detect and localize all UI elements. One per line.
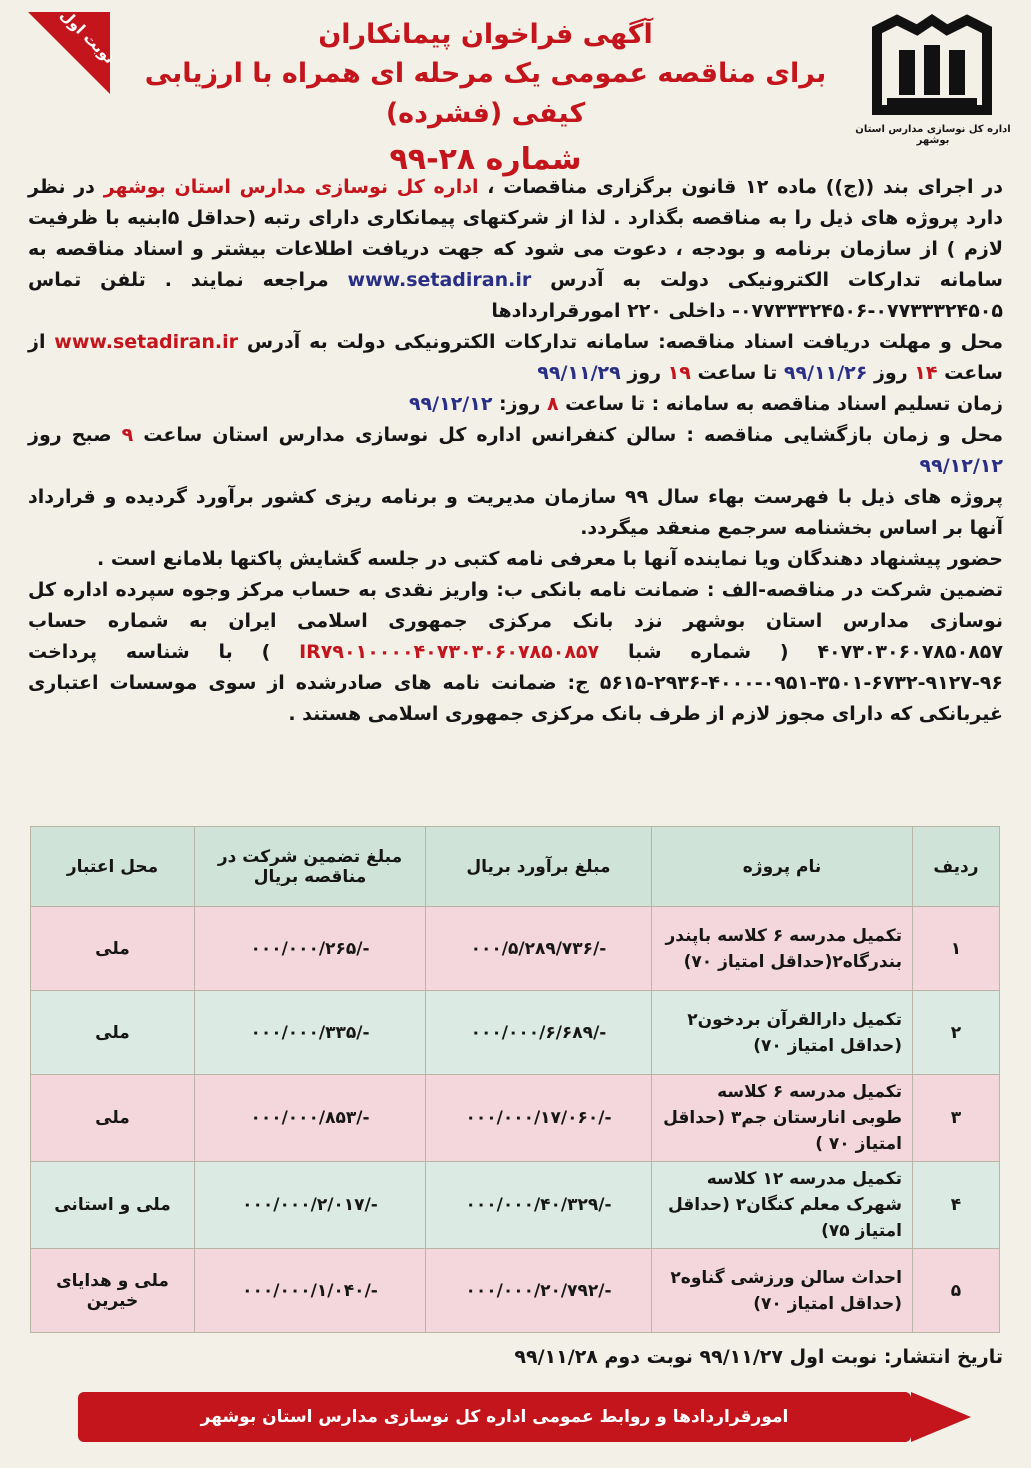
publication-badge (28, 5, 119, 94)
row-idx: ۱ (913, 907, 1000, 991)
row-estimate: -/۰۰۰/۰۰۰/۲۰/۷۹۲ (426, 1249, 652, 1333)
submission-time (28, 389, 1003, 420)
end-hour: ۱۹ (667, 362, 691, 384)
deadline-text-b: از ساعت (28, 331, 1003, 384)
announcement-body (28, 172, 1003, 730)
opening-hour: ۹ (121, 424, 134, 446)
attendance-note: حضور پیشنهاد دهندگان ویا نماینده آنها با معرفی نامه کتبی در جلسه گشایش پاکتها بلامانع است . (97, 548, 1003, 570)
intro-paragraph (28, 172, 1003, 327)
badge-text: نوبت اول (56, 5, 119, 68)
row-location: ملی (31, 907, 195, 991)
table-row (31, 991, 1000, 1075)
organization-logo (857, 10, 1007, 135)
sub-title: برای مناقصه عمومی یک مرحله ای همراه با ارزیابی کیفی (فشرده) (144, 58, 827, 129)
row-idx: ۵ (913, 1249, 1000, 1333)
header-name: نام پروژه (652, 827, 913, 907)
opening-date: ۹۹/۱۲/۱۲ (919, 455, 1003, 477)
opening-text-b: صبح روز (28, 424, 122, 446)
row-name: تکمیل دارالقرآن بردخون۲ (حداقل امتیاز ۷۰) (652, 991, 913, 1075)
row-idx: ۴ (913, 1162, 1000, 1249)
row-estimate: -/۰۰۰/۰۰۰/۴۰/۳۲۹ (426, 1162, 652, 1249)
setadiran-link-2[interactable]: www.setadiran.ir (54, 331, 238, 353)
publication-dates: تاریخ انتشار: نوبت اول ۹۹/۱۱/۲۷ نوبت دوم ۹۹/۱۱/۲۸ (514, 1346, 1003, 1368)
deadline-text-c: روز (867, 362, 915, 384)
document-deadline (28, 327, 1003, 389)
row-location: ملی (31, 1075, 195, 1162)
row-guarantee: -/۰۰۰/۰۰۰/۲/۰۱۷ (195, 1162, 426, 1249)
setadiran-link[interactable]: www.setadiran.ir (347, 269, 532, 291)
header-estimate: مبلغ برآورد بریال (426, 827, 652, 907)
deadline-text-d: تا ساعت (690, 362, 784, 384)
row-name: تکمیل مدرسه ۱۲ کلاسه شهرک معلم کنگان۲ (حداقل امتیاز ۷۵) (652, 1162, 913, 1249)
title-block (130, 16, 841, 182)
end-date: ۹۹/۱۱/۲۹ (537, 362, 621, 384)
row-guarantee: -/۰۰۰/۰۰۰/۸۵۳ (195, 1075, 426, 1162)
row-name: احداث سالن ورزشی گناوه۲ (حداقل امتیاز ۷۰) (652, 1249, 913, 1333)
footer-banner (78, 1392, 911, 1442)
table-row (31, 1075, 1000, 1162)
table-row (31, 1249, 1000, 1333)
intro-text-b: در نظر دارد پروژه های ذیل را به مناقصه بگذارد . لذا از شرکتهای پیمانکاری دارای رتبه (حداقل ۵ابنیه با ظرفیت لازم ) از سازمان برنامه و بودجه ، دعوت می شود که جهت دریافت اطلاعات بیشتر و اسناد مناقصه به سامانه تدارکات الکترونیکی دولت به آدرس (28, 176, 1003, 291)
opening-time (28, 420, 1003, 482)
row-estimate: -/۰۰۰/۵/۲۸۹/۷۳۶ (426, 907, 652, 991)
row-estimate: -/۰۰۰/۰۰۰/۱۷/۰۶۰ (426, 1075, 652, 1162)
iban-number: IR۷۹۰۱۰۰۰۰۴۰۷۳۰۳۰۶۰۷۸۵۰۸۵۷ (299, 641, 600, 663)
row-location: ملی و استانی (31, 1162, 195, 1249)
row-name: تکمیل مدرسه ۶ کلاسه طوبی انارستان جم۳ (حداقل امتیاز ۷۰ ) (652, 1075, 913, 1162)
header-location: محل اعتبار (31, 827, 195, 907)
organization-name: اداره کل نوسازی مدارس استان بوشهر (103, 176, 479, 198)
row-idx: ۳ (913, 1075, 1000, 1162)
opening-text-a: محل و زمان بازگشایی مناقصه : سالن کنفرانس اداره کل نوسازی مدارس استان ساعت (133, 424, 1003, 446)
table-row (31, 907, 1000, 991)
header-guarantee: مبلغ تضمین شرکت در مناقصه بریال (195, 827, 426, 907)
guarantee-text-a: تضمین شرکت در مناقصه-الف : ضمانت نامه بانکی ب: واریز نقدی به حساب مرکز وجوه سپرده اداره کل نوسازی مدارس استان بوشهر نزد بانک مرکزی جمهوری اسلامی ایران به شماره حساب ۴۰۷۳۰۳۰۶۰۷۸۵۰۸۵۷ ( شماره شبا (28, 579, 1003, 663)
submission-hour: ۸ (546, 393, 559, 415)
row-estimate: -/۰۰۰/۰۰۰/۶/۶۸۹ (426, 991, 652, 1075)
row-guarantee: -/۰۰۰/۰۰۰/۲۶۵ (195, 907, 426, 991)
intro-text-c: مراجعه نمایند . تلفن تماس ۰۷۷۳۳۳۲۴۵۰۵-۰۷۷۳۳۳۲۴۵۰۶- داخلی ۲۲۰ امورقراردادها (28, 269, 1003, 322)
table-row (31, 1162, 1000, 1249)
tender-number: شماره ۲۸-۹۹ (389, 142, 582, 177)
intro-text-a: در اجرای بند ((ج)) ماده ۱۲ قانون برگزاری مناقصات ، (478, 176, 1003, 198)
table-header-row (31, 827, 1000, 907)
submission-text-a: زمان تسلیم اسناد مناقصه به سامانه : تا ساعت (558, 393, 1003, 415)
header-idx: ردیف (913, 827, 1000, 907)
organization-caption: اداره کل نوسازی مدارس استان بوشهر (855, 124, 1011, 146)
deadline-text-e: روز (620, 362, 668, 384)
footer-arrow-shape (911, 1392, 971, 1442)
row-name: تکمیل مدرسه ۶ کلاسه باپندر بندرگاه۲(حداقل امتیاز ۷۰) (652, 907, 913, 991)
submission-text-b: روز: (492, 393, 547, 415)
guarantee-paragraph (28, 575, 1003, 730)
main-title: آگهی فراخوان پیمانکاران (318, 19, 653, 50)
guarantee-text-b: ) با شناسه پرداخت ۹۶-۹۱۲۷-۶۷۳۲-۳۵۰۱-۰۹۵۱-۴۰۰۰-۲۹۳۶-۵۶۱۵ ج: ضمانت نامه های صادرشده از سوی موسسات اعتباری غیربانکی که دارای مجوز لازم از طرف بانک مرکزی جمهوری اسلامی هستند . (28, 641, 1003, 725)
row-guarantee: -/۰۰۰/۰۰۰/۳۳۵ (195, 991, 426, 1075)
deadline-text-a: محل و مهلت دریافت اسناد مناقصه: سامانه تدارکات الکترونیکی دولت به آدرس (238, 331, 1003, 353)
start-date: ۹۹/۱۱/۲۶ (783, 362, 868, 384)
row-idx: ۲ (913, 991, 1000, 1075)
submission-date: ۹۹/۱۲/۱۲ (408, 393, 493, 415)
pricing-note: پروژه های ذیل با فهرست بهاء سال ۹۹ سازمان مدیریت و برنامه ریزی کشور برآورد گردیده و قرارداد آنها بر اساس بخشنامه سرجمع منعقد میگردد. (28, 486, 1003, 539)
row-location: ملی (31, 991, 195, 1075)
start-hour: ۱۴ (914, 362, 938, 384)
projects-table (30, 826, 1000, 1333)
row-guarantee: -/۰۰۰/۰۰۰/۱/۰۴۰ (195, 1249, 426, 1333)
row-location: ملی و هدایای خیرین (31, 1249, 195, 1333)
footer-text: امورقراردادها و روابط عمومی اداره کل نوسازی مدارس استان بوشهر (200, 1407, 789, 1427)
